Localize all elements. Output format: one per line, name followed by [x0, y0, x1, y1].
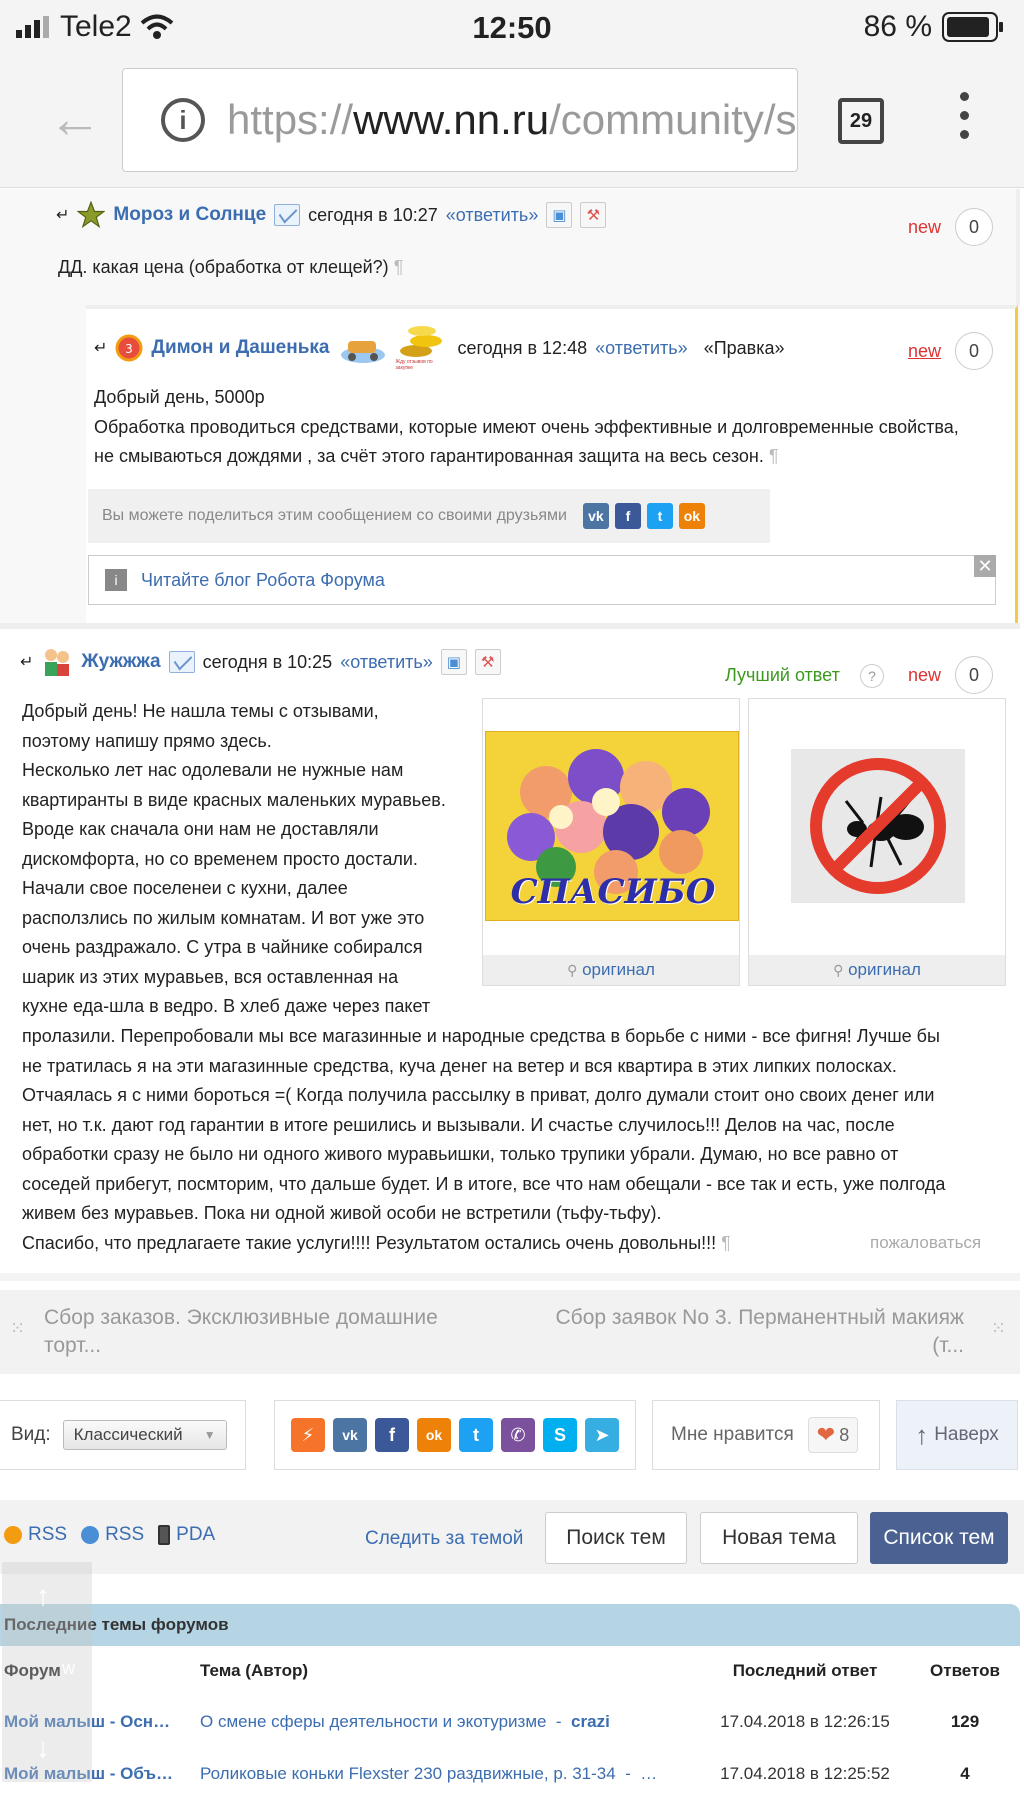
post-time: сегодня в 10:25 [202, 651, 333, 672]
next-topic-link[interactable]: Сбор заявок No 3. Перманентный макияж (т... [555, 1306, 964, 1357]
rss-link-2[interactable]: RSS [105, 1524, 145, 1545]
vk-share-icon[interactable]: vk [333, 1418, 367, 1452]
post-text-narrow: Добрый день! Не нашла темы с отзывами, поэтому напишу прямо здесь. Несколько лет нас одолевали не нужные нам квартиранты в виде красных маленьких муравьев. Вроде как сначала они нам не доставляли дискомфорта, но со временем просто достали. Начали свое поселенеи с кухни, далее расползлись по жилым комнатам. И вот уже это очень раздражало. С утра в чайнике собирался шарик из этих муравьев, вся оставленная на кухне еда-шла в ведро. В хлеб даже через пакет [22, 701, 446, 1016]
next-arrow-icon[interactable]: ⁙ [990, 1318, 1006, 1338]
url-text: https://www.nn.ru/community/s [227, 96, 797, 143]
scroll-top-button[interactable]: ↑ Наверх [896, 1400, 1018, 1470]
clock: 12:50 [472, 10, 552, 45]
skype-share-icon[interactable]: S [543, 1418, 577, 1452]
gift-icon[interactable]: ▣ [546, 202, 572, 228]
col-replies: Ответов [930, 1661, 1000, 1680]
close-icon[interactable]: ✕ [974, 555, 996, 577]
telegram-share-icon[interactable]: ➤ [585, 1418, 619, 1452]
no-ants-image[interactable] [791, 749, 965, 903]
tab-counter-button[interactable]: 29 [838, 98, 884, 144]
latest-topics-header: Последние темы форумов [0, 1604, 1020, 1646]
scroll-down-arrow-icon[interactable]: ↓ [36, 1732, 50, 1763]
edit-link[interactable]: «Правка» [703, 337, 785, 358]
address-bar[interactable] [122, 68, 798, 172]
coins-badge [396, 321, 450, 375]
author-name[interactable]: Димон и Дашенька [151, 337, 330, 358]
browser-toolbar [0, 52, 1024, 188]
heart-icon: ❤ [816, 1422, 836, 1447]
topic-link[interactable]: О смене сферы деятельности и экотуризме [200, 1712, 547, 1731]
coins-icon [396, 321, 450, 361]
medal-rank-icon [115, 334, 143, 362]
hammer-icon[interactable]: ⚒ [580, 202, 606, 228]
topic-navigation [0, 1290, 1020, 1374]
reply-link[interactable]: «ответить» [445, 204, 539, 225]
badge-caption: Жду отзывов по закупке [395, 359, 433, 371]
odnoklassniki-share-icon[interactable]: ok [679, 503, 705, 529]
rating-counter[interactable]: 0 [955, 656, 993, 694]
facebook-share-icon[interactable]: f [375, 1418, 409, 1452]
post-time: сегодня в 12:48 [457, 337, 588, 358]
table-row: Мой малыш - Объ… Роликовые коньки Flexster 230 раздвижные, р. 31-34 - … 17.04.2018 в 12:25:52 4 [0, 1748, 1020, 1800]
original-link[interactable]: ⚲ оригинал [483, 955, 739, 985]
like-button[interactable]: ❤ 8 [808, 1417, 858, 1453]
svg-text:3: 3 [125, 342, 134, 356]
new-badge: new [908, 217, 942, 237]
blog-notice [88, 555, 996, 605]
new-topic-button[interactable]: Новая тема [700, 1512, 858, 1564]
new-badge[interactable]: new [908, 341, 942, 361]
topic-author-link[interactable]: crazi [571, 1712, 610, 1731]
arrow-up-icon: ↑ [915, 1419, 929, 1450]
reply-link[interactable]: «ответить» [340, 651, 433, 672]
battery [864, 10, 1004, 44]
best-answer-label[interactable]: Лучший ответ [725, 665, 840, 685]
lightning-share-icon[interactable]: ⚡ [291, 1418, 325, 1452]
carrier-name: Tele2 [60, 10, 132, 43]
more-menu-icon[interactable] [960, 92, 970, 149]
prev-topic-link[interactable]: Сбор заказов. Эксклюзивные домашние торт... [44, 1306, 438, 1357]
help-icon[interactable]: ? [860, 664, 884, 688]
forum-link[interactable]: Мой малыш - Объ… [4, 1764, 174, 1783]
vk-share-icon[interactable]: vk [583, 503, 609, 529]
last-reply-time: 17.04.2018 в 12:26:15 [720, 1712, 890, 1731]
image-thanks[interactable] [482, 698, 740, 986]
post-text-wide: пролазили. Перепробовали мы все магазинные и народные средства в борьбе с ними - все фигня! Лучше бы не тратилась я на эти магазинные средства, куча денег на ветер и вся квартира в этих липких полосках. Отчаялась я с ними бороться =( Когда получила рассылку в приват, долго думали стоит оно своих денег или нет, но т.к. дают год гарантии в итоге решились и вызывали. И счастье случилось!!! Делов на час, после обработки сразу не было ни одного живого муравьишки, только трупики убрали. Думаю, но все равно от соседей прибегут, посмторим, что дальше будет. И в итоге, все что нам обещали - все так и есть, уже полгода живем без муравьев. Пока ни одной живой особи не встретили (тьфу-тьфу). Спасибо, что предлагаете такие услуги!!!! Результатом остались очень довольны!!! ¶ [22, 1026, 946, 1253]
mail-icon[interactable] [169, 651, 195, 673]
twitter-share-icon[interactable]: t [459, 1418, 493, 1452]
reply-level-arrow-icon: ↵ [94, 340, 108, 357]
car-badge-icon [338, 329, 388, 367]
viber-share-icon[interactable]: ✆ [501, 1418, 535, 1452]
latest-topics-table [0, 1646, 1020, 1800]
reply-level-arrow-icon: ↵ [20, 654, 34, 671]
last-reply-time: 17.04.2018 в 12:25:52 [720, 1764, 890, 1783]
share-text: Вы можете поделиться этим сообщением со своими друзьями [102, 507, 567, 524]
info-icon[interactable]: i [161, 98, 205, 142]
social-share-bar [274, 1400, 636, 1470]
table-header-row [0, 1646, 1020, 1696]
post-zhuzhzha [0, 623, 1020, 1281]
twitter-share-icon[interactable]: t [647, 503, 673, 529]
info-square-icon: i [105, 569, 127, 591]
overlay-text: w [62, 1658, 75, 1678]
new-badge: new [908, 665, 942, 685]
original-link[interactable]: ⚲ оригинал [749, 955, 1005, 985]
rss-icon [4, 1526, 22, 1544]
image-no-ants[interactable] [748, 698, 1006, 986]
post-time: сегодня в 10:27 [308, 204, 438, 225]
forum-link[interactable]: Мой малыш - Осн… [4, 1712, 171, 1731]
prev-arrow-icon[interactable]: ⁙ [10, 1318, 26, 1338]
author-name[interactable]: Мороз и Солнце [113, 204, 267, 225]
reply-link[interactable]: «ответить» [595, 337, 688, 358]
follow-topic-link[interactable]: Следить за темой [365, 1528, 524, 1549]
scroll-up-arrow-icon[interactable]: ↑ [36, 1580, 50, 1611]
share-panel [88, 489, 770, 543]
topic-link[interactable]: Роликовые коньки Flexster 230 раздвижные, р. 31-34 [200, 1764, 616, 1783]
view-label: Вид: [11, 1424, 51, 1445]
prohibition-ant-icon [791, 749, 965, 903]
view-select[interactable]: Классический ▼ [63, 1420, 227, 1450]
post-text: Добрый день, 5000р Обработка проводиться средствами, которые имеют очень эффективные и долговременные свойства, не смываються дождями , за счёт этого гарантированная защита на весь сезон. ¶ [94, 387, 959, 466]
reply-count: 129 [950, 1712, 980, 1731]
complain-link[interactable]: пожаловаться [870, 1233, 982, 1252]
hammer-icon[interactable]: ⚒ [475, 649, 501, 675]
links-row [0, 1500, 1024, 1574]
thanks-caption: СПАСИБО [510, 872, 716, 912]
post-moroz [0, 189, 1020, 305]
rss-globe-icon [81, 1526, 99, 1544]
view-selector-box [0, 1400, 246, 1470]
kids-avatar-icon [41, 647, 73, 677]
star-rank-icon [77, 201, 105, 229]
latest-topics [0, 1604, 1020, 1820]
thanks-image[interactable] [485, 731, 739, 921]
author-name[interactable]: Жужжжа [81, 651, 161, 672]
search-topics-button[interactable]: Поиск тем [545, 1512, 687, 1564]
blog-link[interactable]: Читайте блог Робота Форума [141, 569, 385, 590]
chevron-down-icon: ▼ [203, 1428, 216, 1442]
like-box [652, 1400, 880, 1470]
like-label: Мне нравится [671, 1424, 794, 1445]
table-row: Мой малыш - Осн… О смене сферы деятельности и экотуризме - crazi 17.04.2018 в 12:26:15 129 [0, 1696, 1020, 1748]
mail-icon[interactable] [274, 204, 300, 226]
gift-icon[interactable]: ▣ [441, 649, 467, 675]
pda-link[interactable]: PDA [176, 1524, 216, 1545]
col-forum: Форум [4, 1661, 61, 1680]
odnoklassniki-share-icon[interactable]: ok [417, 1418, 451, 1452]
back-arrow-icon[interactable]: ← [48, 89, 102, 149]
rating-counter[interactable]: 0 [955, 332, 993, 370]
magnifier-icon: ⚲ [833, 962, 844, 978]
rating-counter[interactable]: 0 [955, 208, 993, 246]
facebook-share-icon[interactable]: f [615, 503, 641, 529]
post-dimon [0, 305, 1020, 623]
col-last-reply: Последний ответ [732, 1661, 878, 1680]
topic-author-link[interactable]: … [640, 1764, 658, 1783]
status-bar [0, 0, 1024, 52]
phone-icon [158, 1525, 170, 1545]
reply-level-arrow-icon: ↵ [56, 207, 70, 224]
rss-link[interactable]: RSS [28, 1524, 68, 1545]
reply-count: 4 [960, 1764, 970, 1783]
battery-icon [942, 12, 1004, 42]
battery-percent: 86 % [863, 10, 932, 43]
magnifier-icon: ⚲ [567, 962, 578, 978]
topic-list-button[interactable]: Список тем [870, 1512, 1008, 1564]
col-topic: Тема (Автор) [200, 1661, 308, 1680]
post-text: ДД. какая цена (обработка от клещей?) ¶ [58, 257, 404, 277]
floating-scroll-control[interactable] [2, 1562, 92, 1782]
